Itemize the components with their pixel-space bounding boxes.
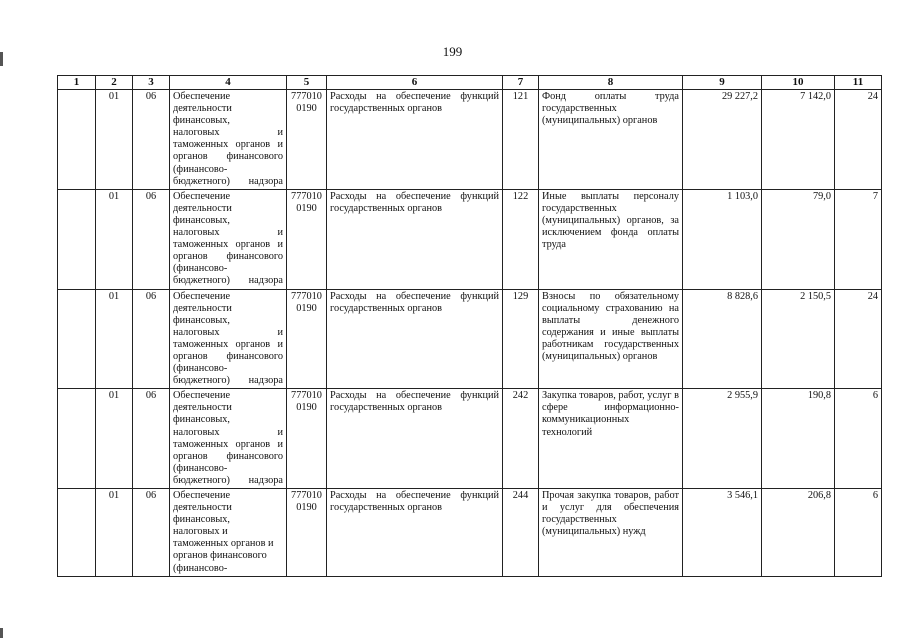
cell-percent: 24 — [835, 289, 882, 389]
table-row — [58, 489, 882, 577]
cell-index — [58, 489, 96, 577]
cell-expense-type-code: 121 — [503, 90, 539, 190]
cell-subsection: 06 — [133, 289, 170, 389]
header-col-2: 2 — [96, 76, 133, 90]
header-col-4: 4 — [170, 76, 287, 90]
header-col-6: 6 — [327, 76, 503, 90]
cell-expense-type-code: 242 — [503, 389, 539, 489]
cell-subsection: 06 — [133, 90, 170, 190]
table-body — [58, 90, 882, 577]
cell-index — [58, 90, 96, 190]
cell-section: 01 — [96, 289, 133, 389]
cell-target-name: Расходы на обеспечение функций государственных органов — [327, 389, 503, 489]
header-col-1: 1 — [58, 76, 96, 90]
cell-target-code: 777010 0190 — [287, 189, 327, 289]
cell-amount-plan: 8 828,6 — [683, 289, 762, 389]
header-col-10: 10 — [762, 76, 835, 90]
cell-target-name: Расходы на обеспечение функций государственных органов — [327, 489, 503, 577]
cell-index — [58, 389, 96, 489]
cell-section: 01 — [96, 389, 133, 489]
cell-section-name: Обеспечение деятельности финансовых, налоговых и таможенных органов и органов финансового (финансово- — [170, 489, 287, 577]
cell-target-code: 777010 0190 — [287, 90, 327, 190]
cell-target-name: Расходы на обеспечение функций государственных органов — [327, 289, 503, 389]
cell-section: 01 — [96, 489, 133, 577]
left-margin-mark-bottom — [0, 628, 3, 638]
cell-target-code: 777010 0190 — [287, 489, 327, 577]
cell-index — [58, 289, 96, 389]
header-col-7: 7 — [503, 76, 539, 90]
table-row — [58, 189, 882, 289]
cell-expense-type-name: Прочая закупка товаров, работ и услуг для обеспечения государственных (муниципальных) нужд — [539, 489, 683, 577]
cell-amount-plan: 2 955,9 — [683, 389, 762, 489]
cell-section-name: Обеспечение деятельности финансовых, налоговых и таможенных органов и органов финансового (финансово- бюджетного) надзора — [170, 289, 287, 389]
cell-percent: 6 — [835, 389, 882, 489]
cell-amount-actual: 206,8 — [762, 489, 835, 577]
cell-target-name: Расходы на обеспечение функций государственных органов — [327, 189, 503, 289]
cell-section-name: Обеспечение деятельности финансовых, налоговых и таможенных органов и органов финансового (финансово- бюджетного) надзора — [170, 189, 287, 289]
header-col-11: 11 — [835, 76, 882, 90]
cell-amount-actual: 2 150,5 — [762, 289, 835, 389]
cell-section: 01 — [96, 189, 133, 289]
cell-expense-type-code: 129 — [503, 289, 539, 389]
cell-subsection: 06 — [133, 489, 170, 577]
cell-expense-type-code: 122 — [503, 189, 539, 289]
cell-percent: 24 — [835, 90, 882, 190]
table-header — [58, 76, 882, 90]
cell-percent: 6 — [835, 489, 882, 577]
header-row — [58, 76, 882, 90]
cell-expense-type-code: 244 — [503, 489, 539, 577]
budget-table — [57, 75, 882, 577]
header-col-5: 5 — [287, 76, 327, 90]
cell-amount-plan: 3 546,1 — [683, 489, 762, 577]
page-number: 199 — [442, 44, 463, 59]
table-row — [58, 289, 882, 389]
cell-amount-plan: 29 227,2 — [683, 90, 762, 190]
cell-amount-plan: 1 103,0 — [683, 189, 762, 289]
cell-target-name: Расходы на обеспечение функций государственных органов — [327, 90, 503, 190]
cell-section: 01 — [96, 90, 133, 190]
table-row — [58, 90, 882, 190]
cell-amount-actual: 7 142,0 — [762, 90, 835, 190]
cell-expense-type-name: Фонд оплаты труда государственных (муниципальных) органов — [539, 90, 683, 190]
cell-subsection: 06 — [133, 189, 170, 289]
cell-subsection: 06 — [133, 389, 170, 489]
table-row — [58, 389, 882, 489]
cell-section-name: Обеспечение деятельности финансовых, налоговых и таможенных органов и органов финансового (финансово- бюджетного) надзора — [170, 389, 287, 489]
cell-section-name: Обеспечение деятельности финансовых, налоговых и таможенных органов и органов финансового (финансово- бюджетного) надзора — [170, 90, 287, 190]
header-col-8: 8 — [539, 76, 683, 90]
header-col-3: 3 — [133, 76, 170, 90]
cell-expense-type-name: Закупка товаров, работ, услуг в сфере информационно-коммуникационных технологий — [539, 389, 683, 489]
cell-target-code: 777010 0190 — [287, 389, 327, 489]
cell-expense-type-name: Иные выплаты персоналу государственных (муниципальных) органов, за исключением фонда оплаты труда — [539, 189, 683, 289]
cell-index — [58, 189, 96, 289]
cell-percent: 7 — [835, 189, 882, 289]
cell-amount-actual: 190,8 — [762, 389, 835, 489]
cell-target-code: 777010 0190 — [287, 289, 327, 389]
cell-expense-type-name: Взносы по обязательному социальному страхованию на выплаты денежного содержания и иные выплаты работникам государственных (муниципальных) органов — [539, 289, 683, 389]
header-col-9: 9 — [683, 76, 762, 90]
cell-amount-actual: 79,0 — [762, 189, 835, 289]
